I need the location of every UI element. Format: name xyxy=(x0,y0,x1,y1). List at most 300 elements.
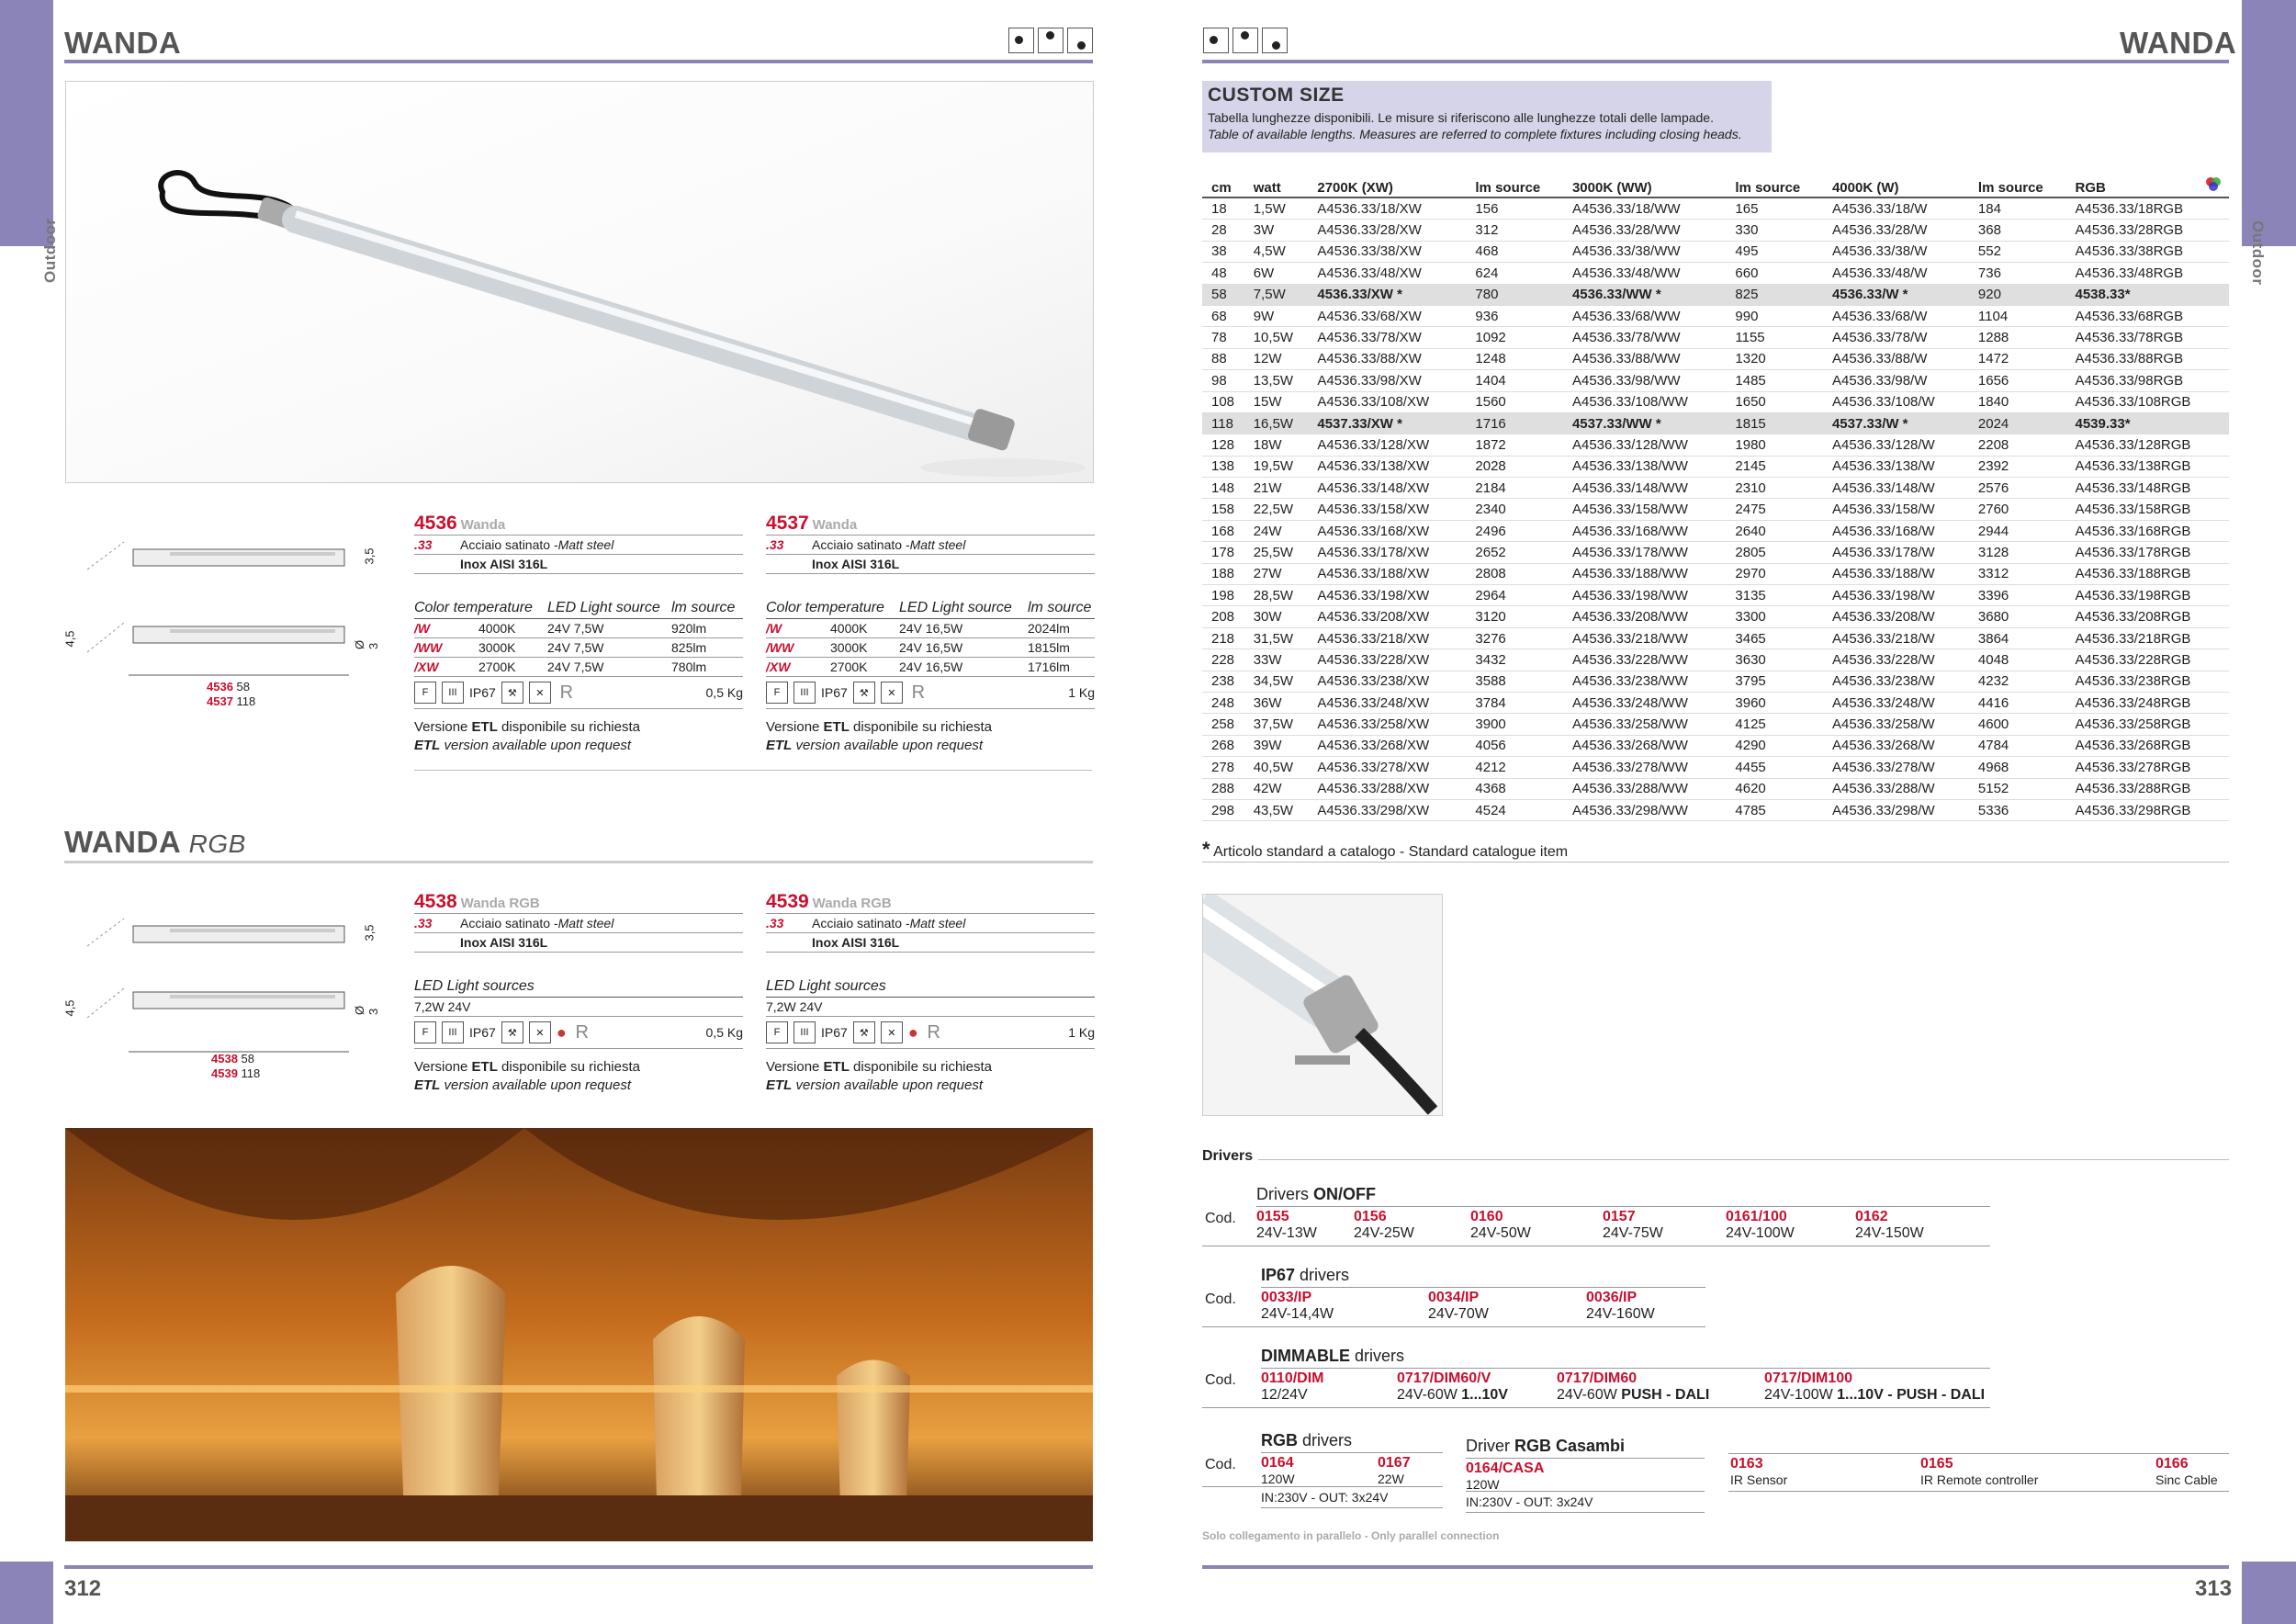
table-cell: 3276 xyxy=(1466,627,1563,648)
table-cell: 3120 xyxy=(1466,606,1563,627)
table-row xyxy=(1202,370,2229,391)
table-cell: A4536.33/68/WW xyxy=(1563,305,1726,326)
table-cell: 2310 xyxy=(1726,478,1823,499)
table-cell: 1288 xyxy=(1969,327,2066,348)
table-cell: 1840 xyxy=(1969,391,2066,412)
table-cell: 2760 xyxy=(1969,499,2066,520)
accessory-name: IR Sensor xyxy=(1730,1472,1788,1487)
table-cell: A4536.33/108RGB xyxy=(2065,391,2229,412)
table-cell: 2652 xyxy=(1466,542,1563,563)
length-value: 58 xyxy=(236,680,251,694)
rgb-title-bold: WANDA xyxy=(64,825,180,859)
table-cell: A4536.33/218/WW xyxy=(1563,627,1726,648)
table-cell: A4536.33/138RGB xyxy=(2065,456,2229,477)
table-cell: A4536.33/188/WW xyxy=(1563,563,1726,584)
table-row xyxy=(1202,284,2229,305)
table-cell: 4232 xyxy=(1969,671,2066,692)
product-4539 xyxy=(766,891,1095,1095)
table-cell: A4536.33/88RGB xyxy=(2065,348,2229,369)
left-brand-title: WANDA xyxy=(64,26,182,60)
table-cell: 3128 xyxy=(1969,542,2066,563)
length-value: 118 xyxy=(236,694,256,708)
no-disposal-icon: ✕ xyxy=(881,682,903,704)
parallel-connection-note: Solo collegamento in parallelo - Only parallel connection xyxy=(1202,1529,1500,1542)
cct: 4000K xyxy=(830,621,868,636)
etl-it-post: disponibile su richiesta xyxy=(849,1059,992,1075)
accessory-code: 0163 xyxy=(1730,1456,1763,1472)
table-cell: 1472 xyxy=(1969,348,2066,369)
etl-bold: ETL xyxy=(766,1077,793,1093)
cod-label: Cod. xyxy=(1205,1291,1236,1307)
lumen: 1716lm xyxy=(1028,660,1070,674)
table-cell: A4536.33/298RGB xyxy=(2065,799,2229,820)
table-cell: 38 xyxy=(1202,241,1244,262)
table-cell: 22,5W xyxy=(1244,499,1309,520)
table-cell: 1980 xyxy=(1726,434,1823,456)
impact-icon: ⚒ xyxy=(501,1021,523,1043)
table-cell: A4536.33/128RGB xyxy=(2065,434,2229,456)
table-cell: 3465 xyxy=(1726,627,1823,648)
footnote-text: Articolo standard a catalogo - Standard catalogue item xyxy=(1213,844,1569,860)
wanda-lamp-illustration xyxy=(66,82,1093,482)
lumen: 920lm xyxy=(671,621,707,636)
table-cell: A4536.33/18RGB xyxy=(2065,197,2229,220)
driver-code: 0164 xyxy=(1261,1455,1294,1471)
product-code: 4538 xyxy=(414,891,457,912)
table-cell: 198 xyxy=(1202,585,1244,606)
table-row xyxy=(1202,542,2229,563)
standard-item-footnote xyxy=(1202,838,1568,862)
table-cell: 268 xyxy=(1202,735,1244,756)
cod-label: Cod. xyxy=(1205,1372,1236,1388)
table-row xyxy=(1202,585,2229,606)
etl-bold: ETL xyxy=(471,719,498,735)
table-row xyxy=(1202,757,2229,778)
table-cell: 298 xyxy=(1202,799,1244,820)
table-cell: 990 xyxy=(1726,305,1823,326)
drawing2-diameter: Ø 3 xyxy=(353,1005,380,1015)
table-cell: 58 xyxy=(1202,284,1244,305)
driver-spec-bold: 1...10V - PUSH - DALI xyxy=(1837,1387,1986,1403)
weight: 0,5 Kg xyxy=(705,685,743,700)
table-row xyxy=(1202,649,2229,671)
length-value: 58 xyxy=(241,1052,255,1066)
table-cell: A4536.33/88/W xyxy=(1823,348,1969,369)
table-cell: 18W xyxy=(1244,434,1309,456)
table-cell: A4536.33/18/XW xyxy=(1308,197,1466,220)
rgb-section-rule xyxy=(64,861,1093,863)
table-cell: 108 xyxy=(1202,391,1244,412)
table-cell: 4125 xyxy=(1726,714,1823,735)
table-row xyxy=(1202,606,2229,627)
ip-rating: IP67 xyxy=(469,1025,496,1040)
table-cell: A4536.33/228/WW xyxy=(1563,649,1726,671)
table-cell: A4536.33/208RGB xyxy=(2065,606,2229,627)
table-cell: A4536.33/288/XW xyxy=(1308,778,1466,799)
etl-bold: ETL xyxy=(766,738,793,753)
ip67-title-post: drivers xyxy=(1295,1266,1350,1284)
table-cell: 624 xyxy=(1466,263,1563,284)
table-cell: 98 xyxy=(1202,370,1244,391)
table-cell: 2028 xyxy=(1466,456,1563,477)
table-cell: A4536.33/148/WW xyxy=(1563,478,1726,499)
left-footer-rule xyxy=(64,1565,1093,1569)
etl-it-pre: Versione xyxy=(414,719,472,735)
table-cell: 16,5W xyxy=(1244,412,1309,434)
asterisk-icon: * xyxy=(1202,838,1210,861)
column-header: lm source xyxy=(1969,178,2066,197)
table-cell: 2576 xyxy=(1969,478,2066,499)
table-cell: A4536.33/258/WW xyxy=(1563,714,1726,735)
driver-spec: 24V-70W xyxy=(1428,1306,1489,1322)
table-cell: 368 xyxy=(1969,220,2066,241)
table-row xyxy=(1202,456,2229,477)
table-row xyxy=(1202,434,2229,456)
table-cell: A4536.33/288RGB xyxy=(2065,778,2229,799)
table-cell: 2970 xyxy=(1726,563,1823,584)
custom-size-box xyxy=(1202,81,1772,152)
variant-code: /W xyxy=(766,621,782,636)
accessory-code: 0166 xyxy=(2155,1456,2189,1472)
table-cell: 3795 xyxy=(1726,671,1823,692)
driver-code: 0110/DIM xyxy=(1261,1370,1324,1386)
driver-code: 0160 xyxy=(1470,1209,1503,1224)
f-mark-icon: F xyxy=(414,682,436,704)
table-cell: 2184 xyxy=(1466,478,1563,499)
cct: 4000K xyxy=(478,621,516,636)
onoff-title-bold: ON/OFF xyxy=(1313,1185,1376,1203)
table-cell: 920 xyxy=(1969,284,2066,305)
table-cell: A4536.33/208/W xyxy=(1823,606,1969,627)
table-row xyxy=(1202,241,2229,262)
casambi-title-pre: Driver xyxy=(1466,1437,1514,1455)
column-header: 2700K (XW) xyxy=(1308,178,1466,197)
table-cell: A4536.33/128/WW xyxy=(1563,434,1726,456)
variant-code: /XW xyxy=(414,660,439,674)
table-cell: 2145 xyxy=(1726,456,1823,477)
custom-size-table xyxy=(1202,178,2229,821)
table-cell: A4536.33/158RGB xyxy=(2065,499,2229,520)
table-cell: A4536.33/108/XW xyxy=(1308,391,1466,412)
lumen: 1815lm xyxy=(1028,640,1070,655)
drawing2-width: 4,5 xyxy=(62,999,77,1017)
th-color-temp: Color temperature xyxy=(414,600,533,615)
ip-rating: IP67 xyxy=(821,685,848,700)
table-cell: 4290 xyxy=(1726,735,1823,756)
th-led-source: LED Light source xyxy=(547,600,660,615)
cert-icons xyxy=(414,677,743,709)
table-cell: 4048 xyxy=(1969,649,2066,671)
table-cell: 28,5W xyxy=(1244,585,1309,606)
driver-spec: 120W xyxy=(1466,1477,1500,1492)
column-header: lm source xyxy=(1466,178,1563,197)
table-cell: 278 xyxy=(1202,757,1244,778)
column-header: lm source xyxy=(1726,178,1823,197)
column-header: watt xyxy=(1244,178,1309,197)
led-source: 24V 7,5W xyxy=(547,660,604,674)
table-cell: A4536.33/78/W xyxy=(1823,327,1969,348)
ip67-title-bold: IP67 xyxy=(1261,1266,1296,1284)
finish-en: Matt steel xyxy=(909,916,966,930)
technical-drawing-4538-4539 xyxy=(62,900,380,1084)
table-cell: A4536.33/228RGB xyxy=(2065,649,2229,671)
dimmable-title-bold: DIMMABLE xyxy=(1261,1347,1350,1365)
table-cell: 495 xyxy=(1726,241,1823,262)
table-cell: 3396 xyxy=(1969,585,2066,606)
table-cell: A4536.33/138/WW xyxy=(1563,456,1726,477)
rgb-title-post: drivers xyxy=(1298,1431,1353,1449)
class-iii-icon: III xyxy=(793,1021,816,1043)
table-row xyxy=(1202,499,2229,520)
drawing2-lengths xyxy=(211,1052,260,1081)
th-led-source: LED Light source xyxy=(899,600,1012,615)
table-cell: 4538.33* xyxy=(2065,284,2229,305)
table-cell: A4536.33/178RGB xyxy=(2065,542,2229,563)
table-cell: 3312 xyxy=(1969,563,2066,584)
weight: 1 Kg xyxy=(1068,685,1095,700)
cct: 2700K xyxy=(478,660,516,674)
table-row xyxy=(1202,220,2229,241)
table-row xyxy=(1202,714,2229,735)
no-disposal-icon: ✕ xyxy=(881,1021,903,1043)
table-cell: A4536.33/158/XW xyxy=(1308,499,1466,520)
table-cell: 165 xyxy=(1726,197,1823,220)
class-iii-icon: III xyxy=(793,682,816,704)
table-cell: A4536.33/288/W xyxy=(1823,778,1969,799)
table-cell: 312 xyxy=(1466,220,1563,241)
table-cell: 3784 xyxy=(1466,692,1563,713)
table-cell: A4536.33/198RGB xyxy=(2065,585,2229,606)
product-code: 4539 xyxy=(766,891,809,912)
weight: 1 Kg xyxy=(1068,1025,1095,1040)
cert-icons xyxy=(766,1017,1095,1049)
table-cell: A4536.33/278/W xyxy=(1823,757,1969,778)
variant-code: /XW xyxy=(766,660,791,674)
cct: 2700K xyxy=(830,660,868,674)
r-mark-icon: R xyxy=(911,682,926,703)
table-cell: A4536.33/278/WW xyxy=(1563,757,1726,778)
led-source: 24V 16,5W xyxy=(899,640,963,655)
table-cell: A4536.33/258RGB xyxy=(2065,714,2229,735)
table-cell: A4536.33/68RGB xyxy=(2065,305,2229,326)
table-row xyxy=(1202,735,2229,756)
table-cell: 552 xyxy=(1969,241,2066,262)
table-cell: A4536.33/98/WW xyxy=(1563,370,1726,391)
table-cell: A4536.33/298/W xyxy=(1823,799,1969,820)
table-cell: A4536.33/188/XW xyxy=(1308,563,1466,584)
driver-code: 0155 xyxy=(1256,1209,1289,1224)
table-cell: A4536.33/238RGB xyxy=(2065,671,2229,692)
lumen: 2024lm xyxy=(1028,621,1070,636)
table-cell: A4536.33/38/W xyxy=(1823,241,1969,262)
table-cell: 1404 xyxy=(1466,370,1563,391)
table-cell: 78 xyxy=(1202,327,1244,348)
table-cell: 330 xyxy=(1726,220,1823,241)
custom-size-line-it: Tabella lunghezze disponibili. Le misure si riferiscono alle lunghezze totali delle lampade. xyxy=(1208,110,1714,125)
table-cell: 12W xyxy=(1244,348,1309,369)
dice-icon xyxy=(1232,28,1258,53)
driver-code: 0157 xyxy=(1603,1209,1636,1224)
ip-rating: IP67 xyxy=(469,685,496,700)
table-cell: 2024 xyxy=(1969,412,2066,434)
left-sidebar-band-top xyxy=(0,0,53,246)
dice-icon xyxy=(1203,28,1229,53)
driver-spec: 24V-150W xyxy=(1855,1225,1924,1241)
drivers-title: Drivers xyxy=(1202,1148,1254,1164)
class-iii-icon: III xyxy=(442,1021,464,1043)
driver-spec: 24V-13W xyxy=(1256,1225,1317,1241)
table-cell: 288 xyxy=(1202,778,1244,799)
table-cell: 2808 xyxy=(1466,563,1563,584)
table-cell: A4536.33/218/W xyxy=(1823,627,1969,648)
product-name: Wanda xyxy=(812,517,858,533)
table-cell: A4536.33/268/XW xyxy=(1308,735,1466,756)
table-cell: A4536.33/248RGB xyxy=(2065,692,2229,713)
driver-code: 0036/IP xyxy=(1586,1290,1638,1305)
material: Inox AISI 316L xyxy=(460,935,548,950)
footnote-rule xyxy=(1202,862,2229,863)
column-header: RGB xyxy=(2065,178,2229,197)
table-cell: A4536.33/78RGB xyxy=(2065,327,2229,348)
casambi-title-bold: RGB Casambi xyxy=(1514,1437,1626,1455)
product-name: Wanda RGB xyxy=(460,896,540,911)
table-cell: A4536.33/148/W xyxy=(1823,478,1969,499)
table-cell: 1320 xyxy=(1726,348,1823,369)
th-color-temp: Color temperature xyxy=(766,600,884,615)
driver-spec-bold: PUSH - DALI xyxy=(1621,1387,1710,1403)
product-code: 4536 xyxy=(414,513,457,534)
led-sources-value: 7,2W 24V xyxy=(414,999,471,1014)
table-row xyxy=(1202,348,2229,369)
product-4536 xyxy=(414,513,743,755)
table-cell: A4536.33/48/XW xyxy=(1308,263,1466,284)
table-cell: 3300 xyxy=(1726,606,1823,627)
right-header-rule xyxy=(1202,60,2229,63)
table-cell: A4536.33/108/W xyxy=(1823,391,1969,412)
rgb-io-note: IN:230V - OUT: 3x24V xyxy=(1261,1487,1443,1508)
cert-icons xyxy=(766,677,1095,709)
table-cell: 228 xyxy=(1202,649,1244,671)
finish-it: Acciaio satinato - xyxy=(460,916,558,930)
led-sources-value: 7,2W 24V xyxy=(766,999,823,1014)
finish-it: Acciaio satinato - xyxy=(812,537,910,552)
table-cell: 2208 xyxy=(1969,434,2066,456)
onoff-title-pre: Drivers xyxy=(1256,1185,1313,1203)
table-cell: 13,5W xyxy=(1244,370,1309,391)
driver-code: 0717/DIM60/V xyxy=(1397,1370,1491,1386)
table-cell: 30W xyxy=(1244,606,1309,627)
table-cell: 7,5W xyxy=(1244,284,1309,305)
material: Inox AISI 316L xyxy=(460,557,548,571)
etl-it-post: disponibile su richiesta xyxy=(849,719,992,735)
driver-code: 0717/DIM60 xyxy=(1557,1370,1638,1386)
table-cell: 27W xyxy=(1244,563,1309,584)
product-name: Wanda xyxy=(460,517,506,533)
drivers-accessories xyxy=(1728,1453,2229,1492)
table-cell: A4536.33/168/WW xyxy=(1563,520,1726,541)
driver-code: 0161/100 xyxy=(1726,1209,1787,1224)
table-cell: 4600 xyxy=(1969,714,2066,735)
drawing1-height: 3,5 xyxy=(362,547,377,565)
table-row xyxy=(1202,327,2229,348)
table-cell: 258 xyxy=(1202,714,1244,735)
table-cell: 39W xyxy=(1244,735,1309,756)
th-lm-source: lm source xyxy=(1028,600,1092,615)
table-cell: A4536.33/78/XW xyxy=(1308,327,1466,348)
accessory-code: 0165 xyxy=(1920,1456,1953,1472)
table-cell: A4536.33/158/WW xyxy=(1563,499,1726,520)
table-cell: A4536.33/148RGB xyxy=(2065,478,2229,499)
right-side-label: Outdoor xyxy=(2249,220,2267,286)
table-cell: A4536.33/198/W xyxy=(1823,585,1969,606)
right-sidebar-band-top xyxy=(2242,0,2296,246)
lumen: 825lm xyxy=(671,640,707,655)
table-cell: 1485 xyxy=(1726,370,1823,391)
table-cell: A4536.33/248/W xyxy=(1823,692,1969,713)
table-cell: 118 xyxy=(1202,412,1244,434)
table-cell: 31,5W xyxy=(1244,627,1309,648)
table-cell: 4537.33/XW * xyxy=(1308,412,1466,434)
table-cell: 37,5W xyxy=(1244,714,1309,735)
table-cell: 3432 xyxy=(1466,649,1563,671)
table-cell: 158 xyxy=(1202,499,1244,520)
table-cell: A4536.33/98/XW xyxy=(1308,370,1466,391)
r-mark-icon: R xyxy=(927,1021,940,1043)
column-header: 4000K (W) xyxy=(1823,178,1969,197)
product-name: Wanda RGB xyxy=(812,896,892,911)
table-cell: 1155 xyxy=(1726,327,1823,348)
table-cell: 36W xyxy=(1244,692,1309,713)
detail-photo xyxy=(1202,894,1443,1116)
table-cell: A4536.33/38/WW xyxy=(1563,241,1726,262)
f-mark-icon: F xyxy=(766,1021,788,1043)
table-cell: A4536.33/208/XW xyxy=(1308,606,1466,627)
table-cell: A4536.33/168/XW xyxy=(1308,520,1466,541)
table-cell: 4524 xyxy=(1466,799,1563,820)
table-cell: 4784 xyxy=(1969,735,2066,756)
table-cell: A4536.33/18/W xyxy=(1823,197,1969,220)
drawing1-width: 4,5 xyxy=(62,630,77,648)
drawing1-diameter: Ø 3 xyxy=(353,639,380,649)
table-cell: 3588 xyxy=(1466,671,1563,692)
table-cell: 138 xyxy=(1202,456,1244,477)
length-code: 4538 xyxy=(211,1052,238,1066)
table-cell: A4536.33/198/WW xyxy=(1563,585,1726,606)
table-cell: 3W xyxy=(1244,220,1309,241)
lamp-detail-illustration xyxy=(1203,895,1442,1115)
dice-icon xyxy=(1038,28,1064,53)
driver-spec: 24V-50W xyxy=(1470,1225,1531,1241)
table-cell: 736 xyxy=(1969,263,2066,284)
etl-bold: ETL xyxy=(414,738,441,753)
f-mark-icon: F xyxy=(414,1021,436,1043)
class-iii-icon: III xyxy=(442,682,464,704)
column-header: cm xyxy=(1202,178,1244,197)
table-cell: A4536.33/168/W xyxy=(1823,520,1969,541)
material: Inox AISI 316L xyxy=(812,935,900,950)
table-cell: 2496 xyxy=(1466,520,1563,541)
table-cell: 1,5W xyxy=(1244,197,1309,220)
table-cell: A4536.33/158/W xyxy=(1823,499,1969,520)
wanda-product-photo xyxy=(65,81,1094,483)
table-cell: 168 xyxy=(1202,520,1244,541)
led-source: 24V 16,5W xyxy=(899,660,963,674)
left-dice-icons xyxy=(1008,28,1093,53)
table-cell: 248 xyxy=(1202,692,1244,713)
table-cell: 3680 xyxy=(1969,606,2066,627)
table-cell: 3900 xyxy=(1466,714,1563,735)
table-cell: 4416 xyxy=(1969,692,2066,713)
